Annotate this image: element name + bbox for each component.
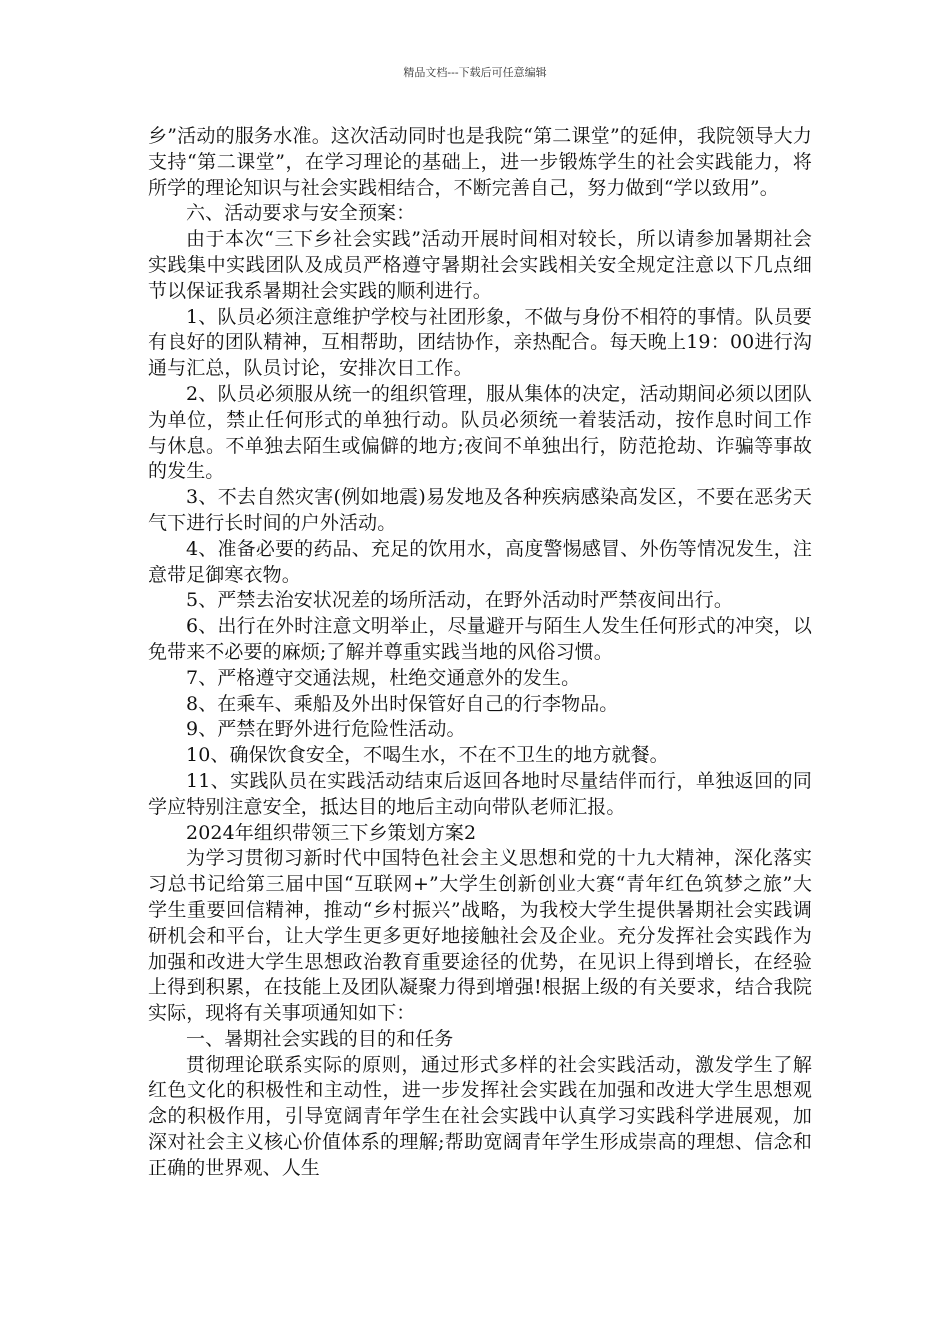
document-title: 2024年组织带领三下乡策划方案2 (186, 821, 477, 844)
paragraph: 由于本次“三下乡社会实践”活动开展时间相对较长，所以请参加暑期社会实践集中实践团队及成员严格遵守暑期社会实践相关安全规定注意以下几点细节以保证我系暑期社会实践的顺利进行。 (148, 228, 812, 302)
section-heading: 六、活动要求与安全预案： (186, 202, 416, 225)
list-item: 1、队员必须注意维护学校与社团形象，不做与身份不相符的事情。队员要有良好的团队精神，互相帮助，团结协作，亲热配合。每天晚上19：00进行沟通与汇总，队员讨论，安排次日工作。 (148, 305, 812, 380)
list-item: 2、队员必须服从统一的组织管理，服从集体的决定，活动期间必须以团队为单位，禁止任何形式的单独行动。队员必须统一着装活动，按作息时间工作与休息。不单独去陌生或偏僻的地方;夜间不单独出行，防范抢劫、诈骗等事故的发生。 (148, 382, 812, 483)
list-item: 9、严禁在野外进行危险性活动。 (186, 718, 466, 741)
list-item: 7、严格遵守交通法规，杜绝交通意外的发生。 (186, 666, 581, 689)
paragraph: 为学习贯彻习新时代中国特色社会主义思想和党的十九大精神，深化落实习总书记给第三届中国“互联网+”大学生创新创业大赛“青年红色筑梦之旅”大学生重要回信精神，推动“乡村振兴”战略，为我校大学生提供暑期社会实践调研机会和平台，让大学生更多更好地接触社会及企业。充分发挥社会实践作为加强和改进大学生思想政治教育重要途径的优势，在见识上得到增长，在经验上得到积累，在技能上及团队凝聚力得到增强!根据上级的有关要求，结合我院实际，现将有关事项通知如下： (148, 847, 812, 1025)
section-heading: 一、暑期社会实践的目的和任务 (186, 1027, 454, 1050)
list-item: 8、在乘车、乘船及外出时保管好自己的行李物品。 (186, 692, 619, 715)
paragraph: 乡”活动的服务水准。这次活动同时也是我院“第二课堂”的延伸，我院领导大力支持“第二课堂”，在学习理论的基础上，进一步锻炼学生的社会实践能力，将所学的理论知识与社会实践相结合，不断完善自己，努力做到“学以致用”。 (148, 125, 812, 199)
list-item: 11、实践队员在实践活动结束后返回各地时尽量结伴而行，单独返回的同学应特别注意安全，抵达目的地后主动向带队老师汇报。 (148, 769, 812, 818)
list-item: 6、出行在外时注意文明举止，尽量避开与陌生人发生任何形式的冲突，以免带来不必要的麻烦;了解并尊重实践当地的风俗习惯。 (148, 615, 812, 663)
list-item: 10、确保饮食安全，不喝生水，不在不卫生的地方就餐。 (186, 744, 669, 767)
page-header: 精品文档---下载后可任意编辑 (403, 66, 547, 79)
paragraph: 贯彻理论联系实际的原则，通过形式多样的社会实践活动，激发学生了解红色文化的积极性和主动性，进一步发挥社会实践在加强和改进大学生思想观念的积极作用，引导宽阔青年学生在社会实践中认真学习实践科学进展观，加深对社会主义核心价值体系的理解;帮助宽阔青年学生形成崇高的理想、信念和正确的世界观、人生 (148, 1053, 812, 1179)
list-item: 5、严禁去治安状况差的场所活动，在野外活动时严禁夜间出行。 (186, 589, 733, 612)
list-item: 4、准备必要的药品、充足的饮用水，高度警惕感冒、外伤等情况发生，注意带足御寒衣物。 (148, 537, 812, 586)
list-item: 3、不去自然灾害(例如地震)易发地及各种疾病感染高发区，不要在恶劣天气下进行长时间的户外活动。 (148, 486, 812, 534)
document-body (148, 124, 812, 1182)
